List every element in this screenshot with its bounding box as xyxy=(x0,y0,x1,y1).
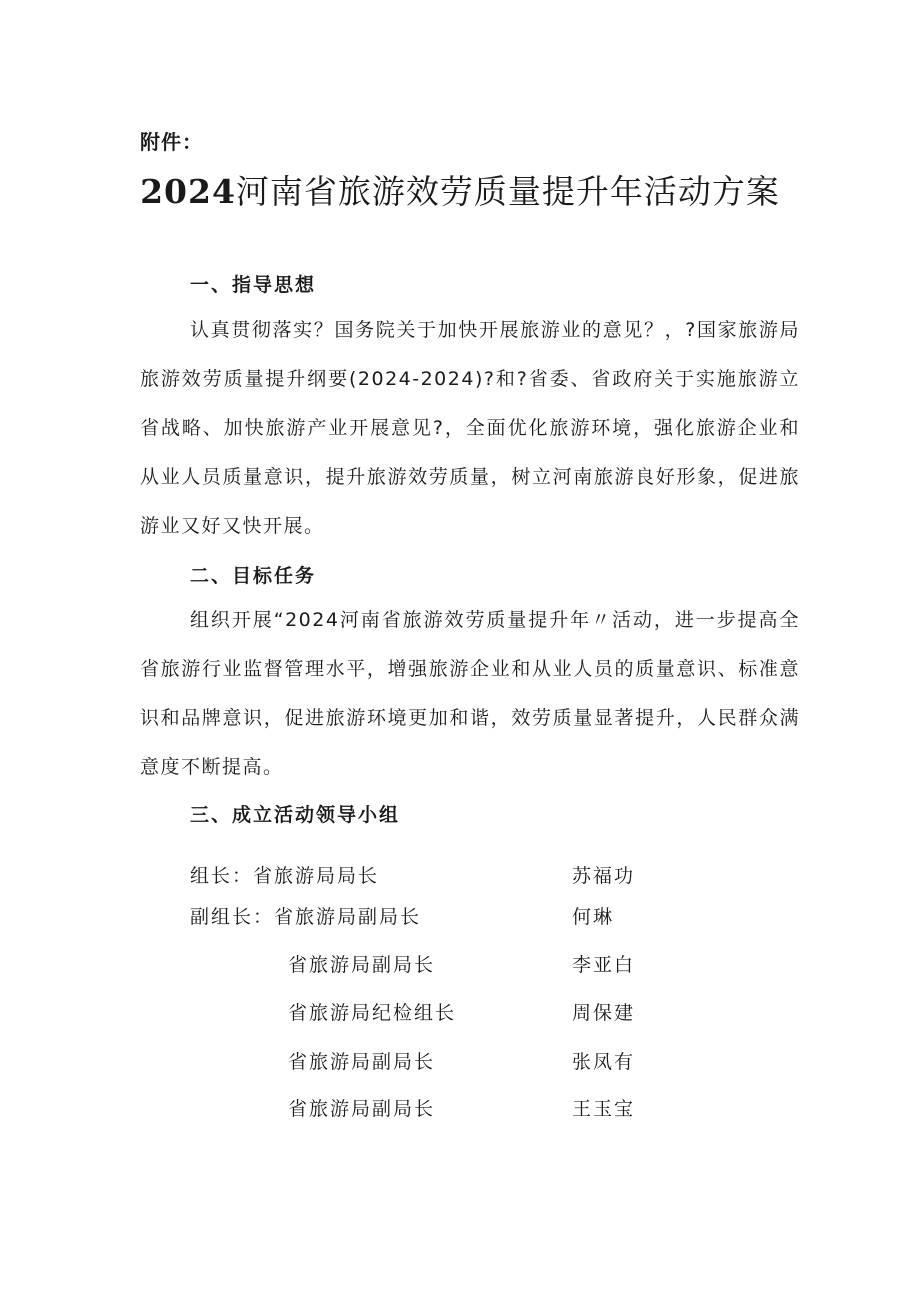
leader-name: 周保建 xyxy=(572,1002,636,1024)
leader-row-position xyxy=(288,1094,435,1121)
section-heading-leadership-group: 三、成立活动领导小组 xyxy=(190,804,401,826)
leader-row-position xyxy=(288,1047,435,1074)
leader-row-position xyxy=(190,902,421,929)
leader-position: 省旅游局副局长 xyxy=(288,954,436,976)
leader-row-position xyxy=(288,998,456,1025)
title-year: 2024 xyxy=(140,172,236,211)
leader-name: 张凤有 xyxy=(572,1051,636,1073)
attachment-label: 附件： xyxy=(140,130,203,154)
leader-name: 何琳 xyxy=(572,906,615,928)
leader-role-prefix: 副组长： xyxy=(190,906,275,928)
leader-role-prefix: 组长： xyxy=(190,865,254,887)
document-title xyxy=(0,166,920,213)
leader-row-position xyxy=(288,950,435,977)
leader-position: 省旅游局局长 xyxy=(253,865,380,887)
title-text: 河南省旅游效劳质量提升年活动方案 xyxy=(235,172,780,211)
leader-position: 省旅游局副局长 xyxy=(288,1098,436,1120)
leader-name: 苏福功 xyxy=(572,865,636,887)
leader-row-position xyxy=(190,861,379,888)
leader-position: 省旅游局副局长 xyxy=(288,1051,436,1073)
section-body-goals: 组织开展“2024河南省旅游效劳质量提升年〃活动，进一步提高全省旅游行业监督管理水平，增强旅游企业和从业人员的质量意识、标准意识和品牌意识，促进旅游环境更加和谐，效劳质量显著提升，人民群众满意度不断提高。 xyxy=(140,609,800,778)
leader-name: 王玉宝 xyxy=(572,1098,636,1120)
section-heading-guiding-ideology: 一、指导思想 xyxy=(190,274,317,296)
section-heading-goals: 二、目标任务 xyxy=(190,565,317,587)
section-body-guiding-ideology: 认真贯彻落实？国务院关于加快开展旅游业的意见？，?国家旅游局旅游效劳质量提升纲要(2024-2024)?和?省委、省政府关于实施旅游立省战略、加快旅游产业开展意见?，全面优化旅游环境，强化旅游企业和从业人员质量意识，提升旅游效劳质量，树立河南旅游良好形象，促进旅游业又好又快开展。 xyxy=(140,319,800,537)
leader-position: 省旅游局副局长 xyxy=(274,906,422,928)
leader-position: 省旅游局纪检组长 xyxy=(288,1002,457,1024)
leader-name: 李亚白 xyxy=(572,954,636,976)
